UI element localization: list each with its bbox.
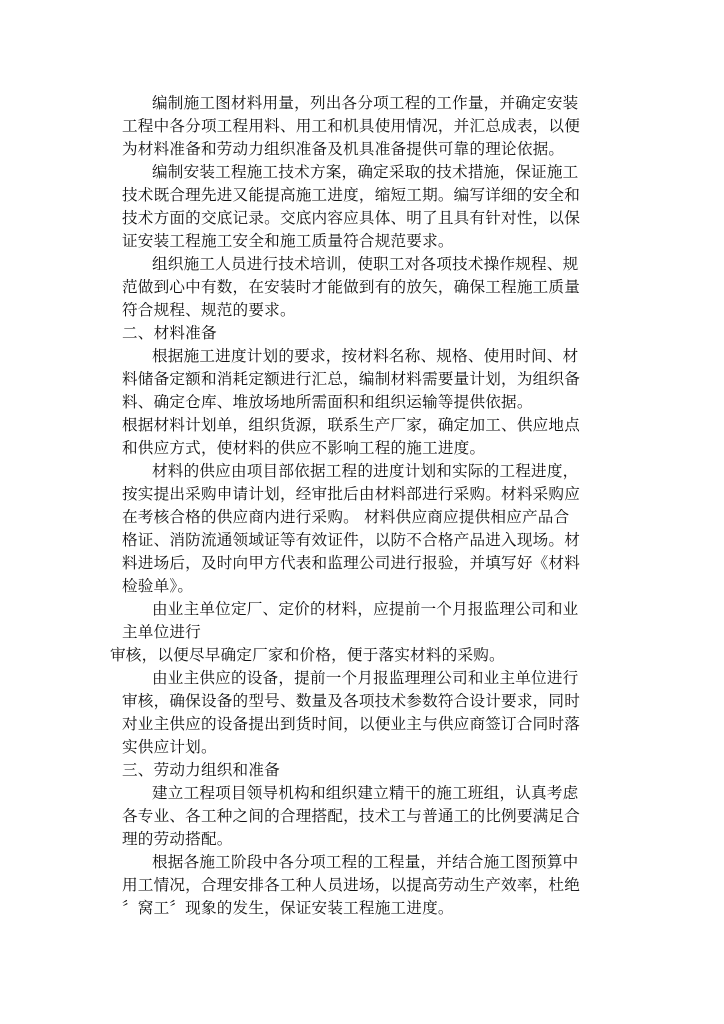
text-line: 〞窝工〞现象的发生，保证安装工程施工进度。 (122, 899, 454, 917)
text-line: 料进场后，及时向甲方代表和监理公司进行报验，并填写好《材料 (122, 554, 581, 572)
section-heading: 三、劳动力组织和准备 (122, 761, 280, 779)
text-line: 各专业、各工种之间的合理搭配，技术工与普通工的比例要满足合 (122, 807, 581, 825)
text-line: 检验单》。 (122, 577, 194, 595)
text-line: 由业主供应的设备，提前一个月报监理理公司和业主单位进行 (152, 669, 579, 687)
text-line: 用工情况，合理安排各工种人员进场，以提高劳动生产效率，杜绝 (122, 876, 581, 894)
text-line: 技术方面的交底记录。交底内容应具体、明了且具有针对性，以保 (122, 209, 581, 227)
text-line: 实供应计划。 (122, 738, 217, 756)
text-line: 符合规程、规范的要求。 (122, 301, 296, 319)
text-line: 格证、消防流通领域证等有效证件，以防不合格产品进入现场。材 (122, 531, 581, 549)
text-line: 审核，以便尽早确定厂家和价格，便于落实材料的采购。 (110, 646, 505, 664)
text-line: 主单位进行 (122, 623, 201, 641)
text-line: 料储备定额和消耗定额进行汇总，编制材料需要量计划，为组织备 (122, 370, 581, 388)
text-line: 对业主供应的设备提出到货时间，以便业主与供应商签订合同时落 (122, 715, 581, 733)
text-line: 范做到心中有数，在安装时才能做到有的放矢，确保工程施工质量 (122, 278, 581, 296)
text-line: 编制施工图材料用量，列出各分项工程的工作量，并确定安装 (152, 94, 579, 112)
text-line: 材料的供应由项目部依据工程的进度计划和实际的工程进度， (152, 462, 579, 480)
text-line: 根据各施工阶段中各分项工程的工程量，并结合施工图预算中 (152, 853, 579, 871)
text-line: 技术既合理先进又能提高施工进度，缩短工期。编写详细的安全和 (122, 186, 581, 204)
text-line: 根据材料计划单，组织货源，联系生产厂家，确定加工、供应地点 (122, 416, 581, 434)
text-line: 由业主单位定厂、定价的材料，应提前一个月报监理公司和业 (152, 600, 579, 618)
text-line: 料、确定仓库、堆放场地所需面积和组织运输等提供依据。 (122, 393, 533, 411)
text-line: 按实提出采购申请计划，经审批后由材料部进行采购。材料采购应 (122, 485, 581, 503)
text-line: 在考核合格的供应商内进行采购。 材料供应商应提供相应产品合 (122, 508, 570, 526)
text-line: 审核，确保设备的型号、数量及各项技术参数符合设计要求，同时 (122, 692, 581, 710)
text-line: 组织施工人员进行技术培训，使职工对各项技术操作规程、规 (152, 255, 579, 273)
text-line: 理的劳动搭配。 (122, 830, 233, 848)
text-line: 编制安装工程施工技术方案，确定采取的技术措施，保证施工 (152, 163, 579, 181)
text-line: 和供应方式，使材料的供应不影响工程的施工进度。 (122, 439, 486, 457)
text-line: 工程中各分项工程用料、用工和机具使用情况，并汇总成表，以便 (122, 117, 581, 135)
text-line: 建立工程项目领导机构和组织建立精干的施工班组，认真考虑 (152, 784, 579, 802)
text-line: 为材料准备和劳动力组织准备及机具准备提供可靠的理论依据。 (122, 140, 565, 158)
section-heading: 二、材料准备 (122, 324, 217, 342)
text-line: 根据施工进度计划的要求，按材料名称、规格、使用时间、材 (152, 347, 579, 365)
text-line: 证安装工程施工安全和施工质量符合规范要求。 (122, 232, 454, 250)
